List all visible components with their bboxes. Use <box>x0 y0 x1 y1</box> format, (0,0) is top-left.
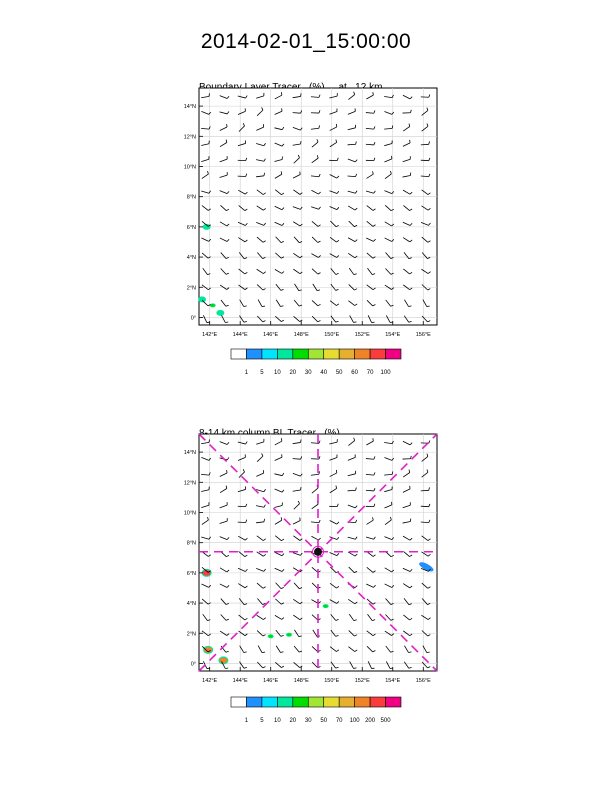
colorbar-swatch <box>308 697 323 707</box>
tracer-contour-outer <box>216 310 224 316</box>
x-tick-label: 142°E <box>202 678 218 684</box>
colorbar-swatch <box>339 697 354 707</box>
colorbar-label: 60 <box>351 370 358 376</box>
colorbar-swatch <box>386 349 401 359</box>
wind-barb <box>421 160 429 161</box>
y-tick-label: 2°N <box>186 631 196 638</box>
x-tick-label: 156°E <box>415 678 431 684</box>
colorbar-swatch <box>277 697 292 707</box>
colorbar-swatch <box>231 349 246 359</box>
wind-barb-feather <box>264 519 265 522</box>
wind-barb-feather <box>373 92 374 95</box>
wind-barb-feather <box>225 668 228 669</box>
colorbar-swatch <box>370 349 385 359</box>
y-tick-label: 12°N <box>183 134 196 141</box>
colorbar-label: 30 <box>304 718 312 724</box>
x-tick-label: 156°E <box>415 332 431 338</box>
wind-barb <box>421 506 429 507</box>
center-marker <box>314 548 322 556</box>
colorbar-swatch <box>246 697 261 707</box>
panel-1-map <box>184 88 437 376</box>
tracer-contour-inner <box>324 605 328 608</box>
colorbar-swatch <box>277 349 292 359</box>
tracer-contour-inner <box>219 658 227 664</box>
y-tick-label: 0° <box>190 661 196 668</box>
colorbar-swatch <box>386 697 401 707</box>
tracer-contour-inner <box>287 633 291 636</box>
y-tick-label: 12°N <box>183 480 196 487</box>
tracer-contour-inner <box>211 304 215 307</box>
colorbar-swatch <box>262 349 277 359</box>
colorbar-label: 1 <box>244 718 249 724</box>
wind-barb-feather <box>281 438 282 441</box>
colorbar-label: 5 <box>260 718 264 724</box>
x-tick-label: 144°E <box>232 678 248 684</box>
colorbar-swatch <box>293 349 308 359</box>
x-tick-label: 148°E <box>293 332 309 338</box>
colorbar-label: 40 <box>320 370 328 376</box>
map-frame <box>199 88 437 325</box>
y-tick-label: 8°N <box>186 540 196 547</box>
wind-barb-feather <box>319 471 320 474</box>
colorbar-label: 500 <box>380 718 391 724</box>
colorbar-swatch <box>262 697 277 707</box>
y-tick-label: 6°N <box>186 224 196 231</box>
colorbar-label: 10 <box>274 370 281 376</box>
colorbar-label: 1 <box>244 370 249 376</box>
colorbar-label: 20 <box>289 370 297 376</box>
y-tick-label: 6°N <box>186 570 196 577</box>
main-title: 2014-02-01_15:00:00 <box>200 30 412 53</box>
y-tick-label: 8°N <box>186 194 196 201</box>
x-tick-label: 144°E <box>232 332 248 338</box>
wind-barb-feather <box>373 438 374 441</box>
wind-barb-feather <box>225 322 228 323</box>
tracer-contour-inner <box>269 635 273 638</box>
y-tick-label: 14°N <box>183 104 196 111</box>
colorbar-label: 70 <box>366 370 374 376</box>
x-tick-label: 142°E <box>202 332 218 338</box>
x-tick-label: 146°E <box>263 678 279 684</box>
x-tick-label: 154°E <box>385 332 401 338</box>
x-tick-label: 148°E <box>293 678 309 684</box>
colorbar-swatch <box>339 349 354 359</box>
wind-barb-feather <box>427 652 430 653</box>
colorbar-swatch <box>246 349 261 359</box>
x-tick-label: 152°E <box>354 332 370 338</box>
y-tick-label: 2°N <box>186 285 196 292</box>
colorbar-swatch <box>324 697 339 707</box>
y-tick-label: 10°N <box>183 510 196 517</box>
colorbar-label: 70 <box>335 718 343 724</box>
x-tick-label: 150°E <box>324 332 340 338</box>
x-tick-label: 150°E <box>324 678 340 684</box>
x-tick-label: 154°E <box>385 678 401 684</box>
y-tick-label: 4°N <box>186 601 196 608</box>
wind-barb-feather <box>262 652 265 653</box>
colorbar-swatch <box>231 697 246 707</box>
colorbar-label: 5 <box>260 370 264 376</box>
colorbar-swatch <box>355 697 370 707</box>
colorbar-swatch <box>370 697 385 707</box>
colorbar-label: 200 <box>365 718 376 724</box>
y-tick-label: 0° <box>190 315 196 322</box>
colorbar-swatch <box>293 697 308 707</box>
tracer-contour-outer <box>198 296 206 302</box>
colorbar-label: 50 <box>320 718 328 724</box>
panel-2-map <box>184 434 437 724</box>
wind-barb-feather <box>427 306 430 307</box>
wind-barb-feather <box>264 173 265 176</box>
colorbar-swatch <box>324 349 339 359</box>
colorbar-swatch <box>308 349 323 359</box>
x-tick-label: 152°E <box>354 678 370 684</box>
colorbar-label: 100 <box>380 370 391 376</box>
colorbar-label: 20 <box>289 718 297 724</box>
y-tick-label: 10°N <box>183 164 196 171</box>
wind-barb-feather <box>262 306 265 307</box>
y-tick-label: 14°N <box>183 450 196 457</box>
colorbar-label: 50 <box>335 370 343 376</box>
wind-barb-feather <box>281 92 282 95</box>
wind-barb-feather <box>319 125 320 128</box>
colorbar-label: 100 <box>349 718 360 724</box>
colorbar-label: 30 <box>304 370 312 376</box>
colorbar-label: 10 <box>274 718 281 724</box>
colorbar-swatch <box>355 349 370 359</box>
x-tick-label: 146°E <box>263 332 279 338</box>
y-tick-label: 4°N <box>186 255 196 262</box>
